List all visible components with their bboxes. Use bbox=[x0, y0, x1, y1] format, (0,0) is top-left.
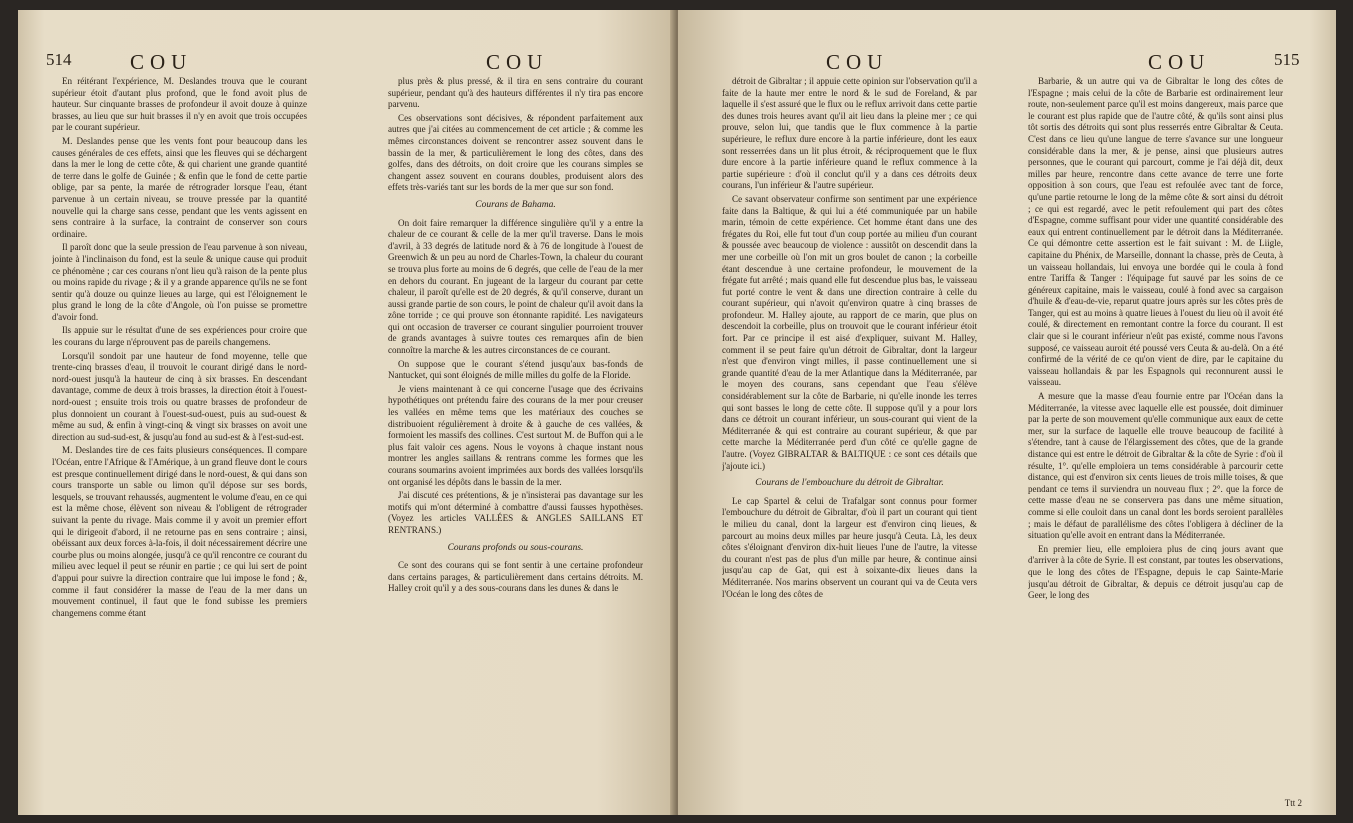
right-column-1 bbox=[722, 76, 977, 801]
paragraph: Le cap Spartel & celui de Trafalgar sont connus pour former l'embouchure du détroit de Gibraltar, d'où il part un courant qui tient le milieu du canal, dont la largeur est d'environ cinq lieues, & parcourt au moins deux milles par heure jusqu'à Ceuta. Là, les deux côtes s'éloignant d'environ dix-huit lieues l'une de l'autre, la vitesse du courant n'est pas de plus d'un mille par heure, & continue ainsi jusqu'au cap de Gat, qui est à soixante-dix lieues dans la Méditerranée. Nos marins observent un courant qui va de Ceuta vers l'Océan le long des côtes de bbox=[722, 495, 977, 599]
right-page-header bbox=[678, 50, 1336, 74]
paragraph: A mesure que la masse d'eau fournie entre par l'Océan dans la Méditerranée, la vitesse avec laquelle elle est poussée, doit diminuer par la perte de son mouvement qu'elle communique aux eaux de cette mer, sur la surface de laquelle elle trouve beaucoup de facilité à s'étendre, tant à cause de l'élargissement des côtes, que de la grande distance qui est entre le détroit de Gibraltar & la côte de Syrie : d'où il résulte, 1°. qu'elle emploiera un tems considérable à parcourir cette distance, qui est d'environ six cents lieues de trois mille toises, & que pendant ce tems il surviendra un nouveau flux ; 2°. que la force de cette masse d'eau ne se conservera pas dans une même situation, comme si elle couloit dans un canal dont les bords seroient parallèles ; mais le défaut de parallélisme des côtes l'obligera à décliner de la situation qu'elle avoit en entrant dans la Méditerranée. bbox=[1028, 391, 1283, 541]
paragraph: Je viens maintenant à ce qui concerne l'usage que des écrivains hypothétiques ont prétendu faire des courans de la mer pour creuser les vallées en même tems que les matériaux des couches se distribuoient régulièrement à droite & à gauche de ces vallées, & formoient les massifs des collines. C'est surtout M. de Buffon qui a le plus fait valoir ces agens. Nous le voyons à chaque instant nous montrer les angles saillans & rentrans comme les formes que les courans soumarins avoient imprimées aux bords des vallées lorsqu'ils ont organisé les dépôts dans le bassin de la mer. bbox=[388, 383, 643, 487]
paragraph: Ils appuie sur le résultat d'une de ses expériences pour croire que les courans du large n'éprouvent pas de pareils changemens. bbox=[52, 325, 307, 348]
paragraph: Lorsqu'il sondoit par une hauteur de fond moyenne, telle que trente-cinq brasses d'eau, il trouvoit le courant dirigé dans le nord-nord-ouest jusqu'à la hauteur de cinq à six brasses. En descendant davantage, comme de deux à trois brasses, la direction étoit à l'ouest-nord-ouest ; ensuite trois trois ou quatre brasses de profondeur de plus donnoient un courant à l'ouest-sud-ouest, puis au sud-ouest & même au sud, & enfin à vingt-cinq & vingt six brasses on avoit une direction au sud-sud-est, & jusqu'au fond au sud-est & à l'est-sud-est. bbox=[52, 350, 307, 442]
left-running-head-1: COU bbox=[130, 50, 193, 74]
left-page-number: 514 bbox=[46, 50, 72, 69]
paragraph: Ces observations sont décisives, & répondent parfaitement aux autres que j'ai citées au commencement de cet article ; & comme les mêmes circonstances doivent se rencontrer assez souvent dans le bassin de la mer, & particulièrement le long des côtes, dans des golfes, dans des détroits, on doit croire que les courans simples se changent assez souvent en courans doubles, produisent alors des effets très-variés tant sur les bords de la mer que sur son fond. bbox=[388, 112, 643, 193]
section-heading-bahama: Courans de Bahama. bbox=[475, 199, 556, 210]
right-page bbox=[678, 10, 1336, 815]
printer-signature: Ttt 2 bbox=[1284, 798, 1302, 808]
paragraph: Barbarie, & un autre qui va de Gibraltar le long des côtes de l'Espagne ; mais celui de la côte de Barbarie est ordinairement leur route, non-seulement parce qu'il est moins dangereux, mais parce que le courant est plus rapide que de l'autre côté, & qu'ils sont ainsi plus tôt sortis des détroits qui sont plus resserrés entre Gibraltar & Ceuta. C'est dans ce lieu qu'une langue de terre s'avance sur une longueur considérable dans la mer, & je pense, ainsi que plusieurs autres personnes, que le courant qui parcourt, comme je l'ai déjà dit, deux milles par heure, rencontre dans cette avance de terre une forte opposition à son cours, que l'eau est refoulée avec tant de force, qu'une partie retourne le long de la même côte & sort ainsi du détroit ; ce qui est regardé, avec le petit refoulement qui part des côtes d'Espagne, comme suffisant pour vider une quantité considérable des eaux qui entrent continuellement par le détroit dans la Méditerranée. Ce qui démontre cette assertion est le fait suivant : M. de Liigle, capitaine du Phénix, de Marseille, donnant la chasse, près de Ceuta, à un vaisseau hollandais, lui envoya une bordée qui le coula à fond entre Tariffa & Tanger : l'équipage fut sauvé par les soins de ce généreux capitaine, mais le vaisseau, coulé à fond avec sa cargaison d'huile & d'eau-de-vie, reparut quatre jours après sur les côtes près de Tanger, qui est au moins à quatre lieues à l'ouest du lieu où il avoit été coulé, & directement en remontant contre la force du courant. Il est clair que si le courant inférieur n'eût pas existé, comme nous l'avons supposé, ce vaisseau auroit été poussé vers Ceuta & au-delà. On a été confirmé de la vérité de ce qu'on vient de dire, par le capitaine du vaisseau hollandais & par les Espagnols qui reconnurent aussi le vaisseau. bbox=[1028, 76, 1283, 388]
left-page-header bbox=[18, 50, 676, 74]
paragraph: On suppose que le courant s'étend jusqu'aux bas-fonds de Nantucket, qui sont éloignés de mille milles du golfe de la Floride. bbox=[388, 358, 643, 381]
paragraph: Ce sont des courans qui se font sentir à une certaine profondeur dans certains parages, & particulièrement dans certains détroits. M. Halley croit qu'il y a des sous-courans dans les dunes & dans le bbox=[388, 560, 643, 594]
paragraph: En réitérant l'expérience, M. Deslandes trouva que le courant supérieur étoit d'autant plus profond, que le fond avoit plus de hauteur. Sur cinquante brasses de profondeur il avoit douze à quinze brasses, au lieu que sur huit brasses il n'y en avoit que trois occupées par le courant supérieur. bbox=[52, 76, 307, 133]
paragraph: On doit faire remarquer la différence singulière qu'il y a entre la chaleur de ce courant & celle de la mer qu'il traverse. Dans le mois d'avril, à 33 degrés de latitude nord & à 76 de longitude à l'ouest de Greenwich & un peu au nord de Charles-Town, la chaleur du courant se trouva plus forte au moins de 6 degrés, que celle de l'eau de la mer en dehors du courant. En jugeant de la largeur du courant par cette chaleur, il paroît qu'elle est de 20 degrés, & qu'il conserve, durant un aussi grande partie de son cours, le point de chaleur qu'il avoit dans la zône torride ; ce qui prouve son étonnante rapidité. Les navigateurs qui ont occasion de traverser ce courant singulier pourroient trouver de grands avantages à suivre toutes ces remarques afin de bien connoître la marche & les autres circonstances de ce courant. bbox=[388, 217, 643, 356]
paragraph: M. Deslandes tire de ces faits plusieurs conséquences. Il compare l'Océan, entre l'Afrique & l'Amérique, à un grand fleuve dont le cours est presque continuellement dirigé dans le nord-ouest, & qui dans son cours transporte un sable ou limon qu'il dépose sur ses bords, lesquels, se trouvant rehaussés, augmentent le volume d'eau, en ce qui est la même chose, élèvent son niveau & l'obligent de rétrograder suivant la pente du rivage. Mais comme il y avoit un premier effort qui le dirigeoit d'abord, il ne retourne pas en sens contraire ; ainsi, obéissant aux deux forces à-la-fois, il doit nécessairement décrire une courbe plus ou moins alongée, jusqu'à ce qu'il rencontre ce courant du milieu avec lequel il peut se réunir en partie ; ce qui lui sert de point d'appui pour suivre la direction contraire que lui impose le fond ; &, comme il faut considérer la masse de l'eau de la mer dans un mouvement continuel, il faut que le fond subisse les premiers changemens comme étant bbox=[52, 445, 307, 618]
right-column-2 bbox=[1028, 76, 1283, 801]
paragraph: M. Deslandes pense que les vents font pour beaucoup dans les causes générales de ces effets, ainsi que les fleuves qui se déchargent dans la mer le long de cette côte, & qui charient une grande quantité de terre dans le golfe de Guinée ; & enfin que le fond de cette partie oblige, par sa pente, la marée de rétrograder lorsque l'eau, étant parvenue à un certain niveau, se trouve pressée par la quantité nouvelle qui la charge sans cesse, pendant que les vents agissent en sens contraire à la surface, la contraint de conserver son cours ordinaire. bbox=[52, 135, 307, 239]
section-heading-gibraltar: Courans de l'embouchure du détroit de Gibraltar. bbox=[755, 478, 944, 489]
paragraph: En premier lieu, elle emploiera plus de cinq jours avant que d'arriver à la côte de Syrie. Il est constant, par toutes les observations, que le long des côtes de l'Espagne, depuis le cap Sainte-Marie jusqu'au détroit de Gibraltar, & depuis ce détroit jusqu'au cap de Geer, le long des bbox=[1028, 543, 1283, 601]
left-column-1 bbox=[52, 76, 307, 801]
left-running-head-2: COU bbox=[486, 50, 549, 74]
left-page bbox=[18, 10, 676, 815]
section-heading-sous-courans: Courans profonds ou sous-courans. bbox=[447, 542, 584, 553]
left-column-2 bbox=[388, 76, 643, 801]
right-running-head-1: COU bbox=[826, 50, 889, 74]
open-book bbox=[18, 10, 1336, 815]
paragraph: détroit de Gibraltar ; il appuie cette opinion sur l'observation qu'il a faite de la haute mer entre le nord & le sud de Foreland, & par laquelle il s'est assuré que le flux ou le reflux arrivoit dans cette partie des dunes trois heures avant qu'il ait lieu dans la pleine mer ; ce qui prouve, selon lui, que tandis que le flux commence à la partie supérieure, le reflux dure encore à la partie inférieure, dont les eaux sont resserrées dans un lit plus étroit, & réciproquement que le flux dure encore à la partie inférieure quand le reflux commence à la partie supérieure : d'où il conclut qu'il y a dans ces détroits deux courans, l'un inférieur & l'autre supérieur. bbox=[722, 76, 977, 191]
right-page-number: 515 bbox=[1274, 50, 1300, 69]
paragraph: Il paroît donc que la seule pression de l'eau parvenue à son niveau, jointe à l'inclinaison du fond, est la seule & unique cause qui produit ce phénomène ; car ces courans n'ont lieu qu'à raison de la pente plus ou moins rapide du rivage ; & il y a grande apparence qu'ils ne se font sentir qu'à douze ou quinze lieues au large, qui est l'éloignement le plus grand le long de la côte d'Angole, où l'on puisse se promettre d'avoir fond. bbox=[52, 242, 307, 322]
paragraph: J'ai discuté ces prétentions, & je n'insisterai pas davantage sur les motifs qui m'ont déterminé à combattre d'aussi fausses hypothèses. (Voyez les articles VALLÉES & ANGLES SAILLANS ET RENTRANS.) bbox=[388, 490, 643, 535]
paragraph: Ce savant observateur confirme son sentiment par une expérience faite dans la Baltique, & qui lui a été communiquée par un habile marin, témoin de cette expérience. Cet homme étant dans une des frégates du Roi, elle fut tout d'un coup portée au milieu d'un courant & poussée avec beaucoup de violence : aussitôt on descendit dans la mer une corbeille où l'on mit un gros boulet de canon ; la corbeille étant descendue à une certaine profondeur, le mouvement de la frégate fut arrêté ; mais quand elle fut descendue plus bas, le vaisseau fut porté contre le vent & dans une direction contraire à celle du courant supérieur, qui n'avoit qu'environ quatre à cinq brasses de profondeur. M. Halley ajoute, au rapport de ce marin, que plus on descendoit la corbeille, plus on trouvoit que le courant inférieur étoit fort. Par ce principe il est aisé d'expliquer, suivant M. Halley, comment il se peut faire qu'un détroit de Gibraltar, dont la largeur n'est que d'environ vingt milles, il passe continuellement une si grande quantité d'eau de la mer Atlantique dans la Méditerranée, par le moyen des courans, sans cependant que l'eau s'élève considérablement sur la côte de Barbarie, ni qu'elle inonde les terres qui sont basses le long de cette côte. Il suppose qu'il y a pour lors dans ce détroit un courant inférieur, un sous-courant qui vient de la Méditerranée & qui est contraire au courant supérieur, & que par cette marche la Méditerranée perd d'un côté ce qu'elle gagne de l'autre. (Voyez GIBRALTAR & BALTIQUE : ce sont ces détails que j'ajoute ici.) bbox=[722, 193, 977, 471]
right-running-head-2: COU bbox=[1148, 50, 1211, 74]
paragraph: plus près & plus pressé, & il tira en sens contraire du courant supérieur, pendant qu'à des hauteurs différentes il n'y tira pas encore parvenu. bbox=[388, 76, 643, 110]
